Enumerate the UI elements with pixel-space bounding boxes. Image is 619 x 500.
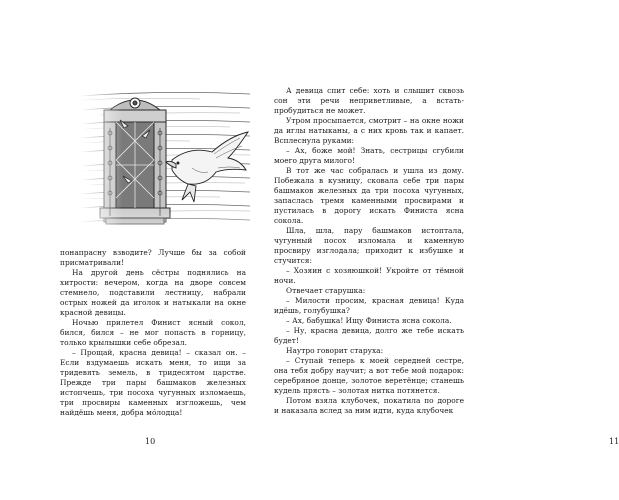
paragraph: – Прощай, красна девица! – сказал он. – Если вздумаешь искать меня, то ищи за тридевять земель, в тридесятом царстве. Прежде три пары башмаков железных истопчешь, три посоха чугунных изломаешь, три просвиры каменных изгложешь, чем найдёшь меня, добра мóлодца! — [60, 348, 246, 417]
paragraph: – Ну, красна девица, долго же тебе искать будет! — [274, 326, 464, 345]
paragraph: В тот же час собралась и ушла из дому. Побежала в кузницу, сковала себе три пары башмаков железных да три посоха чугунных, запаслась тремя каменными просвирами и пустилась в дорогу искать Финиста ясна сокола. — [274, 166, 464, 225]
paragraph: Отвечает старушка: — [286, 286, 366, 295]
paragraph: – Ступай теперь к моей середней сестре, она тебя добру научит; а вот тебе мой подарок: серебряное донце, золотое веретёнце; станешь кудель прясть – золотая нитка потянется. — [274, 356, 464, 395]
paragraph: Наутро говорит старуха: — [286, 346, 384, 355]
paragraph: – Ах, боже мой! Знать, сестрицы сгубили моего друга милого! — [274, 146, 464, 165]
paragraph: На другой день сёстры поднялись на хитрости: вечером, когда на дворе совсем стемнело, подставили лестницу, набрали острых ножей да иголок и натыкали на окне красной девицы. — [60, 268, 246, 317]
paragraph: Ночью прилетел Финист ясный сокол, бился, бился – не мог попасть в горницу, только крылышки себе обрезал. — [60, 318, 246, 347]
paragraph: Утром просыпается, смотрит – на окне ножи да иглы натыканы, а с них кровь так и капает. Всплеснула руками: — [274, 116, 464, 145]
page-number: 10 — [145, 437, 156, 446]
paragraph: – Хозяин с хозяюшкой! Укройте от тёмной ночи. — [274, 266, 464, 285]
left-page-text — [60, 248, 246, 418]
window-and-falcon-illustration — [80, 88, 250, 243]
paragraph: А девица спит себе: хоть и слышит сквозь сон эти речи неприветливые, а встать-пробудиться не может. — [274, 86, 464, 115]
left-page — [0, 0, 250, 500]
right-page-text — [274, 86, 464, 416]
paragraph: – Милости просим, красная девица! Куда идёшь, голубушка? — [274, 296, 464, 315]
page-number: 11 — [609, 437, 619, 446]
paragraph: Шла, шла, пару башмаков истоптала, чугунный посох изломала и каменную просвиру изглодала; приходит к избушке и стучится: — [274, 226, 464, 265]
paragraph: Потом взяла клубочек, покатила по дороге и наказала вслед за ним идти, куда клубочек — [274, 396, 464, 415]
paragraph: понапрасну взводите? Лучше бы за собой присматривали! — [60, 248, 246, 267]
right-page — [250, 0, 619, 500]
paragraph: – Ах, бабушка! Ищу Финиста ясна сокола. — [286, 316, 452, 325]
